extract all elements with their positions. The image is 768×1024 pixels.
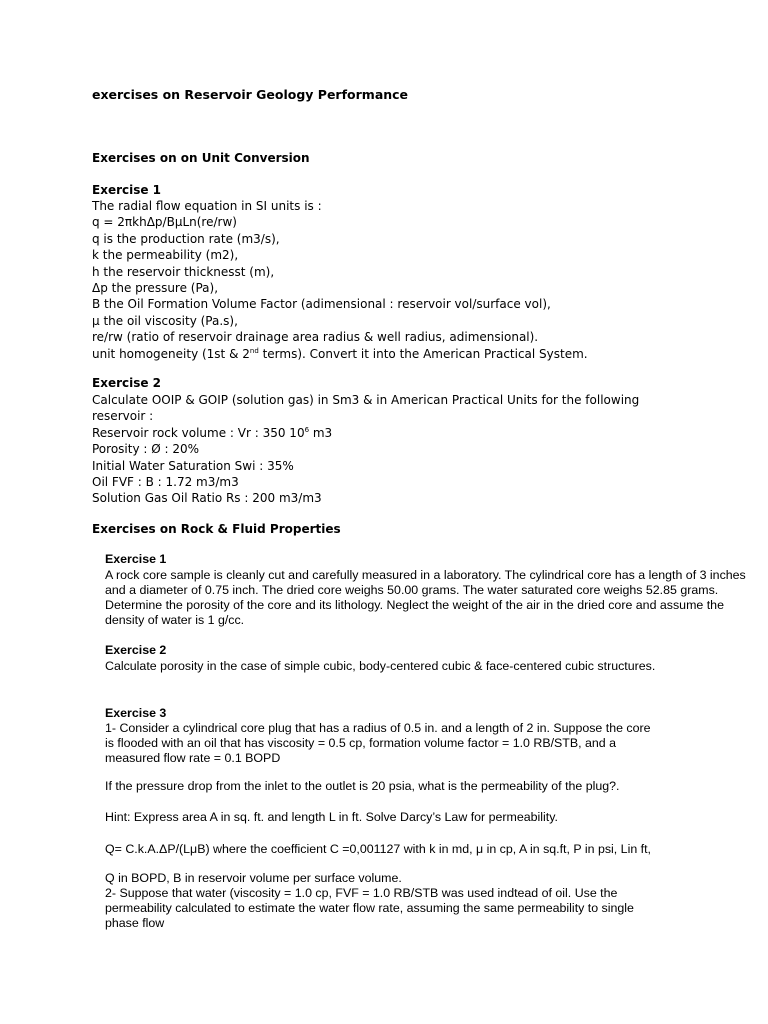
text-fragment: unit homogeneity (1st & 2 <box>92 346 250 361</box>
text-line-rock-volume <box>92 425 639 441</box>
document-title: exercises on Reservoir Geology Performance <box>92 87 409 102</box>
uc-exercise1-title: Exercise 1 <box>92 183 162 197</box>
text-line: μ the oil viscosity (Pa.s), <box>92 313 238 328</box>
text-line: Δp the pressure (Pa), <box>92 280 219 295</box>
rf-exercise2-title: Exercise 2 <box>105 643 167 657</box>
text-line: and a diameter of 0.75 inch. The dried core weighs 50.00 grams. The water saturated core weighs 52.85 grams. <box>105 583 719 597</box>
text-line: Determine the porosity of the core and its lithology. Neglect the weight of the air in the dried core and assume the <box>105 598 724 612</box>
superscript: nd <box>249 346 259 355</box>
text-fragment: m3 <box>309 425 333 440</box>
uc-exercise1-text <box>92 198 588 362</box>
text-line: Oil FVF : B : 1.72 m3/m3 <box>92 474 239 489</box>
text-line: Q= C.k.A.ΔP/(LμB) where the coefficient C =0,001127 with k in md, μ in cp, A in sq.ft, P in psi, Lin ft, <box>105 842 651 856</box>
uc-exercise2-text <box>92 392 639 507</box>
text-line: k the permeability (m2), <box>92 248 239 263</box>
text-line: Calculate OOIP & GOIP (solution gas) in Sm3 & in American Practical Units for the following <box>92 393 640 407</box>
superscript: 6 <box>304 425 310 434</box>
text-line: Solution Gas Oil Ratio Rs : 200 m3/m3 <box>92 491 322 506</box>
text-line: The radial flow equation in SI units is : <box>92 199 322 213</box>
rf-exercise3-intro <box>105 721 651 766</box>
text-line: Hint: Express area A in sq. ft. and length L in ft. Solve Darcy’s Law for permeability. <box>105 810 558 824</box>
rf-exercise1-title: Exercise 1 <box>105 552 167 566</box>
text-line: B the Oil Formation Volume Factor (adimensional : reservoir vol/surface vol), <box>92 297 551 312</box>
text-line: density of water is 1 g/cc. <box>105 613 245 627</box>
text-line: Q in BOPD, B in reservoir volume per surface volume. <box>105 871 402 885</box>
rf-exercise3-pressure <box>105 779 620 794</box>
text-line: phase flow <box>105 916 165 930</box>
text-line: measured flow rate = 0.1 BOPD <box>105 751 281 765</box>
text-line: Initial Water Saturation Swi : 35% <box>92 458 294 473</box>
unit-conversion-heading: Exercises on on Unit Conversion <box>92 151 310 165</box>
text-line-homogeneity <box>92 346 588 362</box>
rf-exercise3-rest <box>105 871 634 931</box>
rf-exercise3-formula <box>105 842 651 857</box>
rf-exercise1-text <box>105 568 746 628</box>
rf-exercise2-text <box>105 659 655 674</box>
text-line: Porosity : Ø : 20% <box>92 442 200 457</box>
rf-exercise3-title: Exercise 3 <box>105 706 167 720</box>
text-line: q = 2πkhΔp/BμLn(re/rw) <box>92 215 237 230</box>
text-line: is flooded with an oil that has viscosity = 0.5 cp, formation volume factor = 1.0 RB/STB, and a <box>105 736 617 750</box>
text-line: re/rw (ratio of reservoir drainage area radius & well radius, adimensional). <box>92 330 539 345</box>
uc-exercise2-title: Exercise 2 <box>92 376 162 390</box>
rock-fluid-heading: Exercises on Rock & Fluid Properties <box>92 522 341 536</box>
text-line: A rock core sample is cleanly cut and carefully measured in a laboratory. The cylindrical core has a length of 3 inches <box>105 568 746 582</box>
text-line: 2- Suppose that water (viscosity = 1.0 cp, FVF = 1.0 RB/STB was used indtead of oil. Use the <box>105 886 618 900</box>
text-line: Calculate porosity in the case of simple cubic, body-centered cubic & face-centered cubic structures. <box>105 659 656 673</box>
text-fragment: Reservoir rock volume : Vr : 350 10 <box>92 425 305 440</box>
text-fragment: terms). Convert it into the American Practical System. <box>258 346 588 361</box>
text-line: If the pressure drop from the inlet to the outlet is 20 psia, what is the permeability of the plug?. <box>105 779 620 793</box>
rf-exercise3-hint <box>105 810 558 825</box>
text-line: q is the production rate (m3/s), <box>92 231 280 246</box>
text-line: h the reservoir thicknesst (m), <box>92 264 275 279</box>
text-line: reservoir : <box>92 409 154 424</box>
text-line: 1- Consider a cylindrical core plug that has a radius of 0.5 in. and a length of 2 in. Suppose the core <box>105 721 651 735</box>
text-line: permeability calculated to estimate the water flow rate, assuming the same permeability to single <box>105 901 634 915</box>
